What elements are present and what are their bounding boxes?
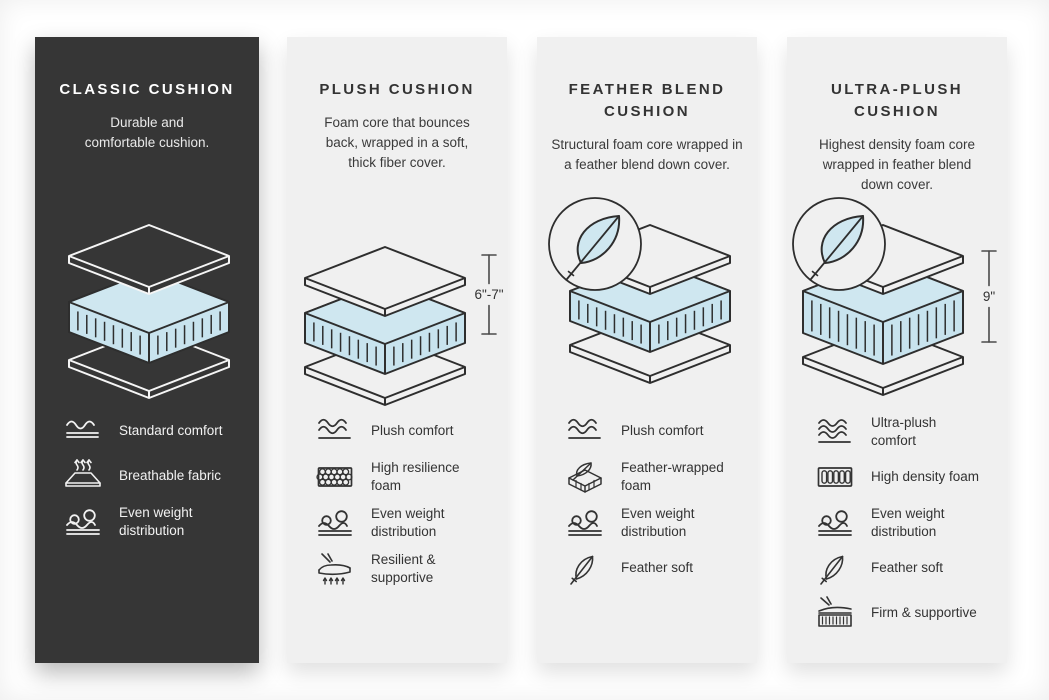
feature-item bbox=[565, 459, 751, 494]
feature-item bbox=[63, 504, 253, 539]
column-title: ULTRA-PLUSH CUSHION bbox=[831, 81, 963, 120]
even-weight-icon bbox=[63, 505, 103, 539]
column-feather-blend-cushion bbox=[537, 37, 757, 663]
feature-list bbox=[315, 414, 501, 597]
feature-label: Even weight distribution bbox=[621, 506, 695, 539]
feature-label: Plush comfort bbox=[371, 423, 454, 439]
column-plush-cushion bbox=[287, 37, 507, 663]
feature-label: High density foam bbox=[871, 469, 980, 485]
feature-item bbox=[815, 505, 1001, 540]
feature-label: Standard comfort bbox=[119, 423, 223, 439]
even-weight-icon bbox=[315, 506, 355, 540]
cushion-illustration bbox=[287, 185, 507, 409]
wave-standard-icon bbox=[63, 414, 103, 448]
feature-label: Firm & supportive bbox=[871, 605, 977, 621]
column-title: CLASSIC CUSHION bbox=[59, 81, 235, 98]
feature-label: Plush comfort bbox=[621, 423, 704, 439]
column-description: Foam core that bounces back, wrapped in a soft, thick fiber cover. bbox=[324, 114, 470, 171]
wave-plush-icon bbox=[315, 414, 355, 448]
feature-list bbox=[63, 414, 253, 550]
feature-label: Feather soft bbox=[871, 560, 944, 576]
cushion-illustration bbox=[537, 185, 757, 387]
feather-icon bbox=[815, 551, 855, 585]
feature-label: Feather soft bbox=[621, 560, 694, 576]
svg-text:6"-7": 6"-7" bbox=[474, 287, 504, 302]
press-firm-icon bbox=[815, 596, 855, 630]
feature-list bbox=[815, 414, 1001, 641]
feature-item bbox=[315, 459, 501, 494]
feature-item bbox=[815, 460, 1001, 494]
feature-label: Breathable fabric bbox=[119, 468, 222, 484]
feature-item bbox=[565, 551, 751, 585]
column-description: Durable and comfortable cushion. bbox=[84, 114, 210, 150]
cushion-illustration bbox=[35, 185, 259, 402]
column-description: Structural foam core wrapped in a feather blend down cover. bbox=[551, 136, 743, 172]
svg-text:9": 9" bbox=[982, 289, 996, 304]
feature-item bbox=[63, 459, 253, 493]
feature-label: Even weight distribution bbox=[871, 506, 945, 539]
feature-item bbox=[315, 505, 501, 540]
column-title: PLUSH CUSHION bbox=[319, 81, 475, 98]
feature-item bbox=[815, 551, 1001, 585]
cushion-illustration bbox=[787, 185, 1007, 399]
feature-label: Even weight distribution bbox=[119, 505, 193, 538]
even-weight-icon bbox=[815, 506, 855, 540]
press-resilient-icon bbox=[315, 552, 355, 586]
feature-item bbox=[815, 596, 1001, 630]
wave-ultra-icon bbox=[815, 415, 855, 449]
wave-plush-icon bbox=[565, 414, 605, 448]
column-description: Highest density foam core wrapped in feather blend down cover. bbox=[818, 136, 976, 192]
column-classic-cushion bbox=[35, 37, 259, 663]
feature-label: Ultra-plush comfort bbox=[871, 415, 937, 448]
even-weight-icon bbox=[565, 506, 605, 540]
foam-cells-icon bbox=[815, 460, 855, 494]
feature-item bbox=[63, 414, 253, 448]
feather-icon bbox=[565, 551, 605, 585]
feature-item bbox=[315, 551, 501, 586]
feature-item bbox=[315, 414, 501, 448]
feature-label: Feather-wrapped foam bbox=[621, 460, 724, 493]
feature-label: Resilient & supportive bbox=[371, 552, 436, 585]
column-ultra-plush-cushion bbox=[787, 37, 1007, 663]
feature-label: Even weight distribution bbox=[371, 506, 445, 539]
breathable-icon bbox=[63, 459, 103, 493]
foam-bubbles-icon bbox=[315, 460, 355, 494]
feature-item bbox=[565, 414, 751, 448]
feature-label: High resilience foam bbox=[371, 460, 460, 493]
column-title: FEATHER BLEND CUSHION bbox=[568, 81, 726, 120]
feature-item bbox=[815, 414, 1001, 449]
feature-item bbox=[565, 505, 751, 540]
feather-foam-icon bbox=[565, 460, 605, 494]
feature-list bbox=[565, 414, 751, 596]
